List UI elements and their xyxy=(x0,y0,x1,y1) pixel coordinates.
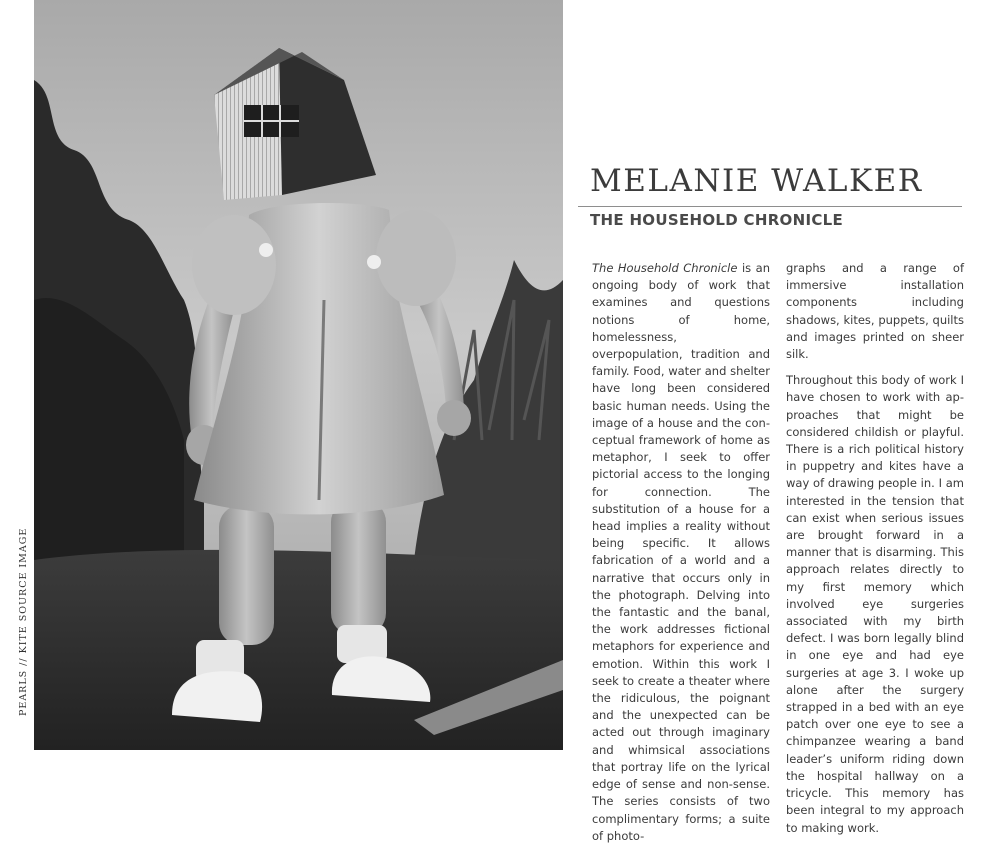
leg-left xyxy=(219,505,274,645)
body-column-1 xyxy=(592,260,770,845)
page-subtitle: THE HOUSEHOLD CHRONICLE xyxy=(590,211,844,229)
body-paragraph-1 xyxy=(592,260,770,845)
leg-right xyxy=(331,500,386,635)
body-paragraph-1-continued: graphs and a range of immersive installation components including shadows, kites, puppets, quilts and images printed on sheer silk. xyxy=(786,261,964,362)
title-rule xyxy=(578,206,962,207)
body-paragraph-1-text: is an ongoing body of work that examines and questions notions of home, homelessness, overpopulation, tradition and family. Food, water and shelter have long been considered basic human needs. Using the image of a house and the conceptual framework of home as metaphor, I seek to offer pictorial access to the longing for connection. The substitution of a house for a head implies a reality without being specific. It allows fabrication of a world and a narrative that occurs only in the photograph. Delving into the fantastic and the banal, the work addresses fictional metaphors for experience and emotion. Within this work I seek to create a theater where the ridiculous, the poignant and the unexpected can be acted out through imaginary and whimsical associations that portray life on the lyrical edge of sense and non-sense. The series consists of two complimentary forms; a suite of photo- xyxy=(592,261,770,843)
sleeve-left xyxy=(192,215,276,315)
body-paragraph-2: Throughout this body of work I have chosen to work with approaches that might be considered childish or playful. There is a rich political history in puppetry and kites have a way of drawing people in. I am interested in the tension that can exist when serious issues are brought forward in a manner that is disarming. This approach relates directly to my first memory which involved eye surgeries associated with my birth defect. I was born legally blind in one eye and had eye surgeries at age 3. I woke up alone after the surgery strapped in a bed with an eye patch over one eye to see a chimpanzee wearing a band leader’s uniform riding down the hospital hallway on a tricycle. This memory has been integral to my approach to making work. xyxy=(786,373,964,835)
sleeve-right xyxy=(376,210,456,306)
photo-girl-with-house-head xyxy=(34,0,563,750)
body-column-2 xyxy=(786,260,964,837)
body-work-title: The Household Chronicle xyxy=(592,261,738,275)
photo-illustration xyxy=(34,0,563,750)
page-title: MELANIE WALKER xyxy=(590,163,923,199)
side-caption: PEARLS // KITE SOURCE IMAGE xyxy=(18,527,29,716)
ground xyxy=(34,550,563,750)
